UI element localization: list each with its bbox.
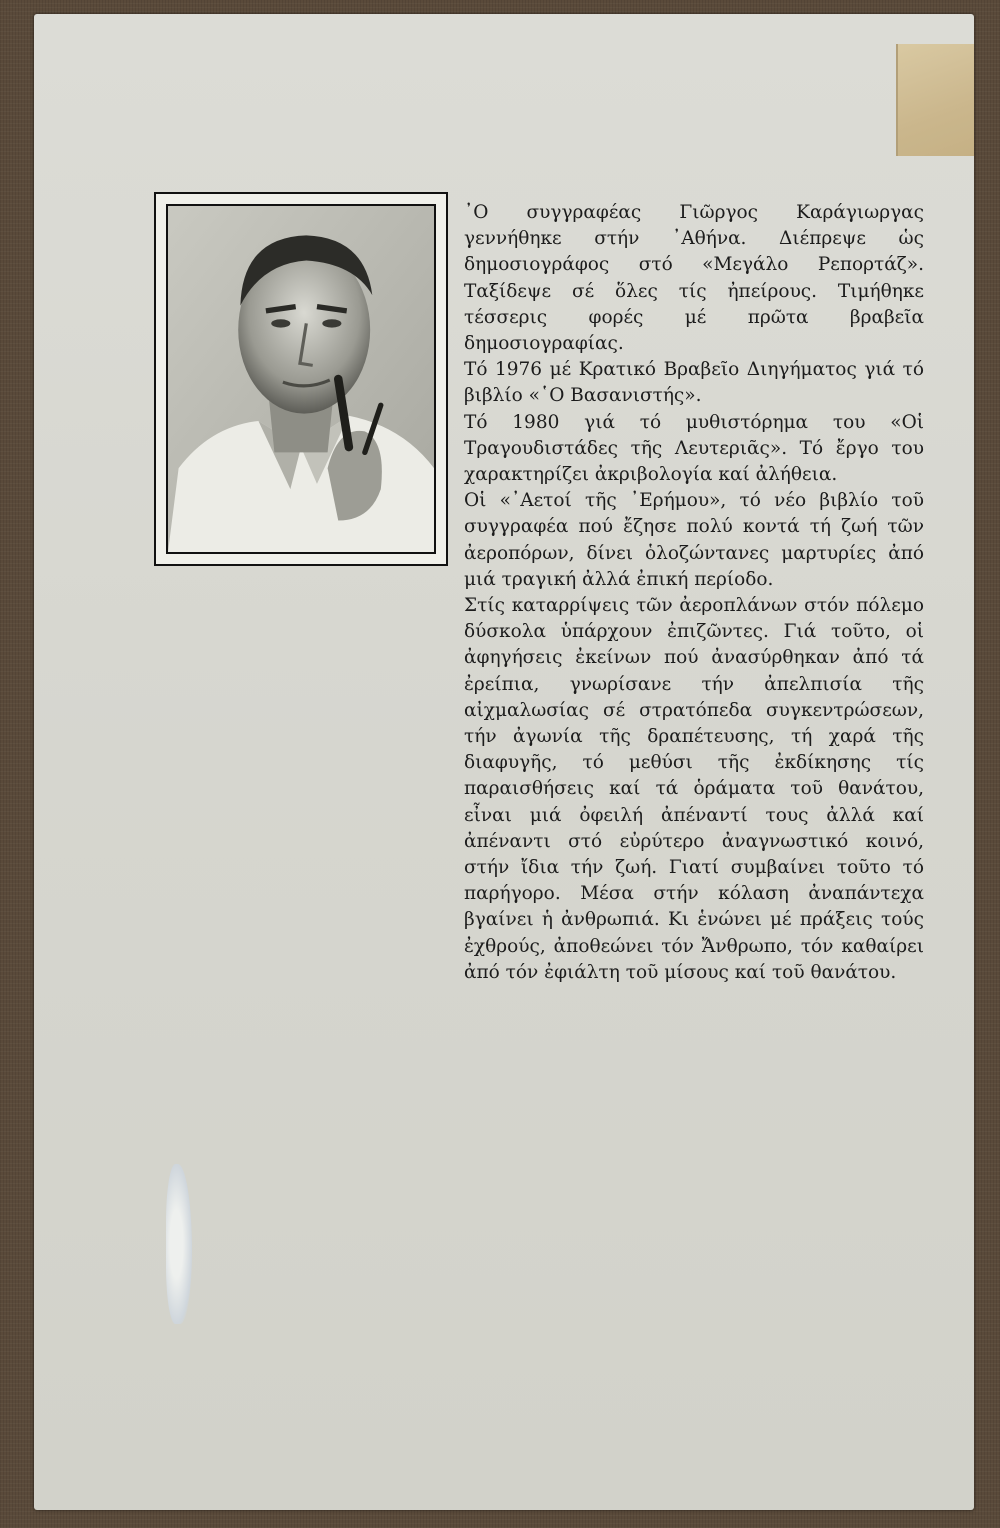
author-photo-frame <box>154 192 448 566</box>
bio-paragraph-5: Στίς καταρρίψεις τῶν ἀεροπλάνων στόν πόλεμο δύσκολα ὑπάρχουν ἐπιζῶντες. Γιά τοῦτο, οἱ ἀφηγήσεις ἐκείνων πού ἀνασύρθηκαν ἀπό τά ἐρείπια, γνωρίσανε τήν ἀπελπισία τῆς αἰχμαλωσίας σέ στρατόπεδα συγκεντρώσεων, τήν ἀγωνία τῆς δραπέτευσης, τή χαρά τῆς διαφυγῆς, τό μεθύσι τῆς ἐκδίκησης τίς παραισθήσεις καί τά ὁράματα τοῦ θανάτου, εἶναι μιά ὀφειλή ἀπέναντί τους ἀλλά καί ἀπέναντι στό εὐρύτερο ἀναγνωστικό κοινό, στήν ἴδια τήν ζωή. Γιατί συμβαίνει τοῦτο τό παρήγορο. Μέσα στήν κόλαση ἀναπάντεχα βγαίνει ἡ ἀνθρωπιά. Κι ἑνώνει μέ πράξεις τούς ἐχθρούς, ἀποθεώνει τόν Ἄνθρωπο, τόν καθαίρει ἀπό τόν ἐφιάλτη τοῦ μίσους καί τοῦ θανάτου. <box>464 595 924 983</box>
tape-strip <box>896 44 974 156</box>
author-portrait-image <box>168 206 434 552</box>
author-photo <box>166 204 436 554</box>
cover-wear-mark <box>166 1164 192 1324</box>
author-biography <box>464 200 924 986</box>
bio-paragraph-4: Οἱ «᾿Αετοί τῆς ᾿Ερήμου», τό νέο βιβλίο τοῦ συγγραφέα πού ἔζησε πολύ κοντά τή ζωή τῶν ἀεροπόρων, δίνει ὁλοζώντανες μαρτυρίες ἀπό μιά τραγική ἀλλά ἐπική περίοδο. <box>464 490 924 590</box>
bio-paragraph-2: Τό 1976 μέ Κρατικό Βραβεῖο Διηγήματος γιά τό βιβλίο «῾Ο Βασανιστής». <box>464 359 924 407</box>
book-back-cover <box>34 14 974 1510</box>
bio-paragraph-1: ᾿Ο συγγραφέας Γιῶργος Καράγιωργας γεννήθηκε στήν ᾿Αθήνα. Διέπρεψε ὡς δημοσιογράφος στό «Μεγάλο Ρεπορτάζ». Ταξίδεψε σέ ὅλες τίς ἠπείρους. Τιμήθηκε τέσσερις φορές μέ πρῶτα βραβεῖα δημοσιογραφίας. <box>464 202 924 355</box>
bio-paragraph-3: Τό 1980 γιά τό μυθιστόρημα του «Οἱ Τραγουδιστάδες τῆς Λευτεριᾶς». Τό ἔργο του χαρακτηρίζει ἀκριβολογία καί ἀλήθεια. <box>464 411 924 486</box>
